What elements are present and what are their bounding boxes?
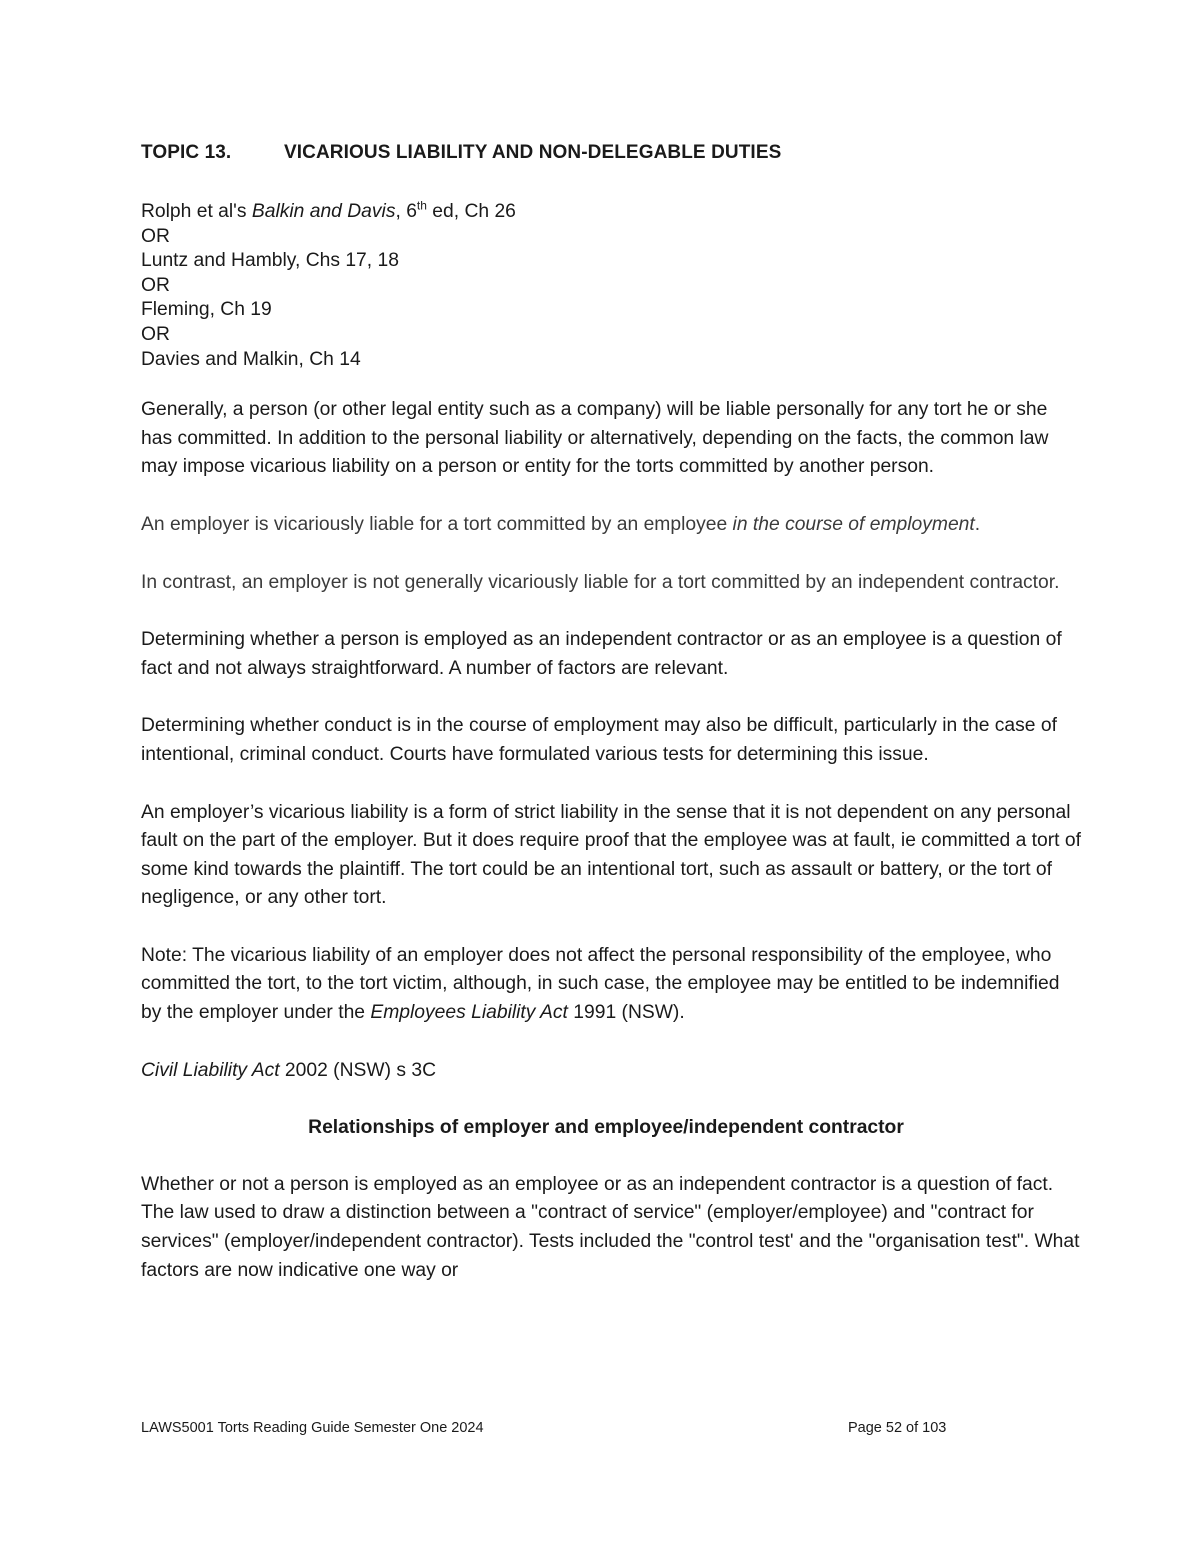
reading-item: Fleming, Ch 19 bbox=[141, 299, 272, 321]
reading-item: Luntz and Hambly, Chs 17, 18 bbox=[141, 250, 399, 272]
paragraph-text: An employer is vicariously liable for a tort committed by an employee bbox=[141, 513, 733, 535]
paragraph-question-of-fact: Whether or not a person is employed as an employee or as an independent contractor is a question of fact. The law used to draw a distinction between a "contract of service" (employer/employee) and "contract for services" (employer/independent contractor). Tests included the "control test' and the "organisation test". What factors are now indicative one way or bbox=[141, 1173, 1080, 1281]
emphasis-text: in the course of employment bbox=[732, 513, 975, 535]
or-separator: OR bbox=[141, 274, 170, 296]
reading-book-title: Balkin and Davis bbox=[251, 201, 396, 222]
paragraph-text: 1991 (NSW). bbox=[567, 1002, 685, 1024]
paragraph-employer-liability bbox=[141, 511, 1081, 540]
paragraph-determining-status: Determining whether a person is employed as an independent contractor or as an employee is a question of fact and not always straightforward. A number of factors are relevant. bbox=[141, 629, 1062, 679]
reading-edition: , 6 bbox=[395, 201, 417, 222]
reading-edition-superscript: th bbox=[416, 198, 427, 213]
paragraph-strict-liability: An employer’s vicarious liability is a form of strict liability in the sense that it is not dependent on any personal fault on the part of the employer. But it does require proof that the employee was at fault, ie committed a tort of some kind towards the plaintiff. The tort could be an intentional tort, such as assault or battery, or the tort of negligence, or any other tort. bbox=[141, 801, 1081, 909]
topic-number: TOPIC 13. bbox=[141, 142, 232, 163]
paragraph-text: . bbox=[974, 513, 981, 535]
reading-item: Davies and Malkin, Ch 14 bbox=[141, 348, 361, 370]
act-title: Civil Liability Act bbox=[141, 1059, 280, 1081]
reading-chapter: ed, Ch 26 bbox=[426, 201, 516, 222]
footer-document-title: LAWS5001 Torts Reading Guide Semester One 2024 bbox=[141, 1420, 484, 1436]
act-title: Employees Liability Act bbox=[370, 1002, 568, 1024]
page-content bbox=[141, 200, 1081, 1314]
paragraph-course-of-employment: Determining whether conduct is in the course of employment may also be difficult, particularly in the case of intentional, criminal conduct. Courts have formulated various tests for determining this issue. bbox=[141, 715, 1057, 765]
paragraph-text: 2002 (NSW) s 3C bbox=[279, 1059, 437, 1081]
or-separator: OR bbox=[141, 225, 170, 247]
paragraph-text: Note: The vicarious liability of an employer does not affect the personal responsibility of the employee, who committed the tort, to the tort victim, although, in such case, the employee may be entitled to be indemnified by the employer under the bbox=[141, 944, 1060, 1024]
topic-heading bbox=[141, 142, 781, 164]
reading-item bbox=[141, 200, 1081, 225]
paragraph-civil-liability-act bbox=[141, 1057, 1081, 1086]
topic-title: VICARIOUS LIABILITY AND NON-DELEGABLE DUTIES bbox=[284, 142, 782, 163]
reading-author: Rolph et al's bbox=[141, 201, 252, 222]
paragraph-note bbox=[141, 942, 1081, 1028]
section-title: Relationships of employer and employee/independent contractor bbox=[308, 1117, 904, 1139]
footer-page-number: Page 52 of 103 bbox=[848, 1420, 947, 1436]
or-separator: OR bbox=[141, 323, 170, 345]
paragraph-independent-contractor: In contrast, an employer is not generally vicariously liable for a tort committed by an independent contractor. bbox=[141, 571, 1060, 593]
paragraph-general-liability: Generally, a person (or other legal entity such as a company) will be liable personally for any tort he or she has committed. In addition to the personal liability or alternatively, depending on the facts, the common law may impose vicarious liability on a person or entity for the torts committed by another person. bbox=[141, 399, 1049, 478]
reading-list bbox=[141, 200, 1081, 372]
